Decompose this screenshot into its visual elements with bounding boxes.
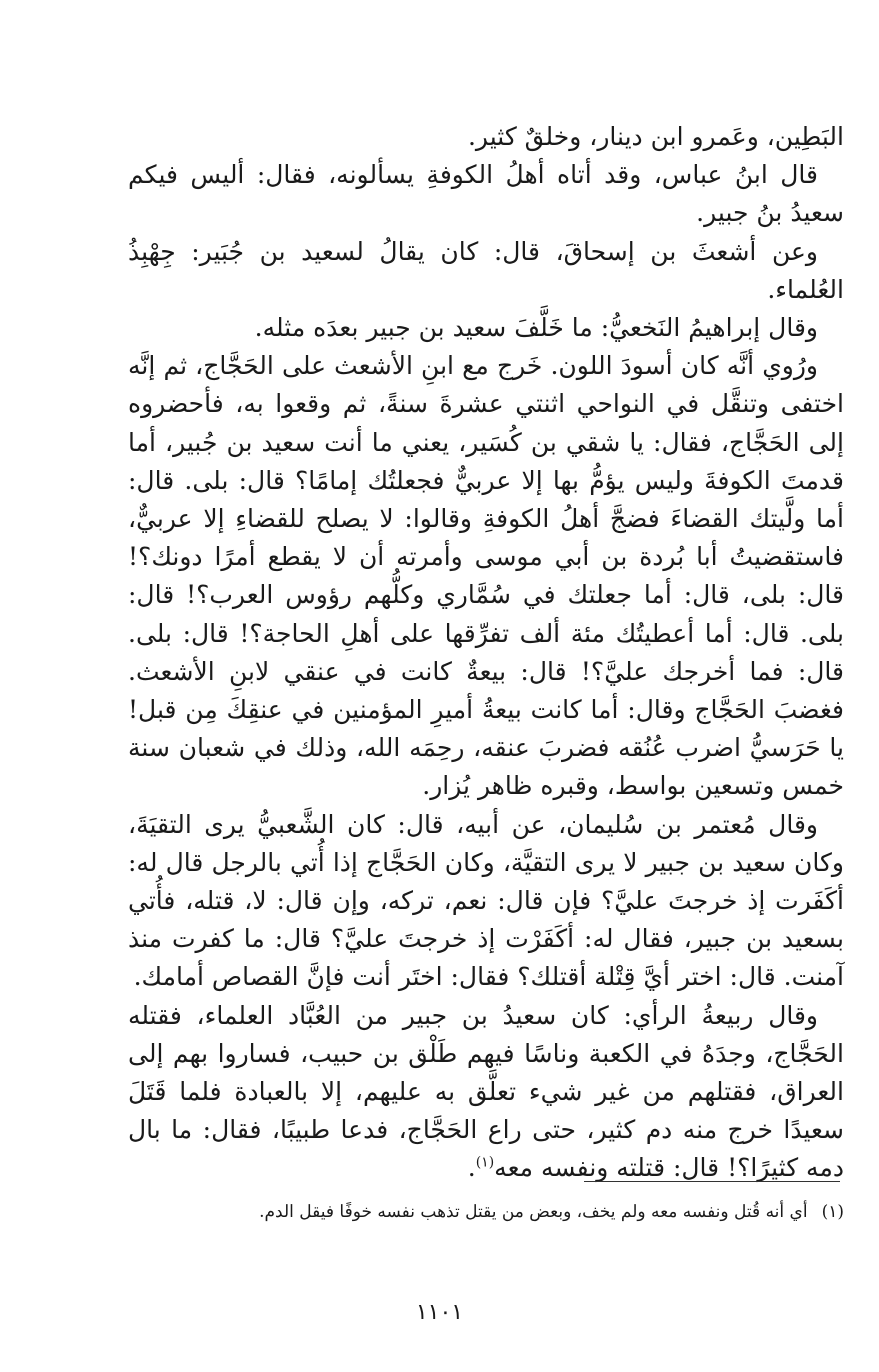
paragraph-text: وقال ربيعةُ الرأي: كان سعيدُ بن جبير من العُبَّاد العلماء، فقتله الحَجَّاج، وجدَهُ في الكعبة وناسًا فيهم طَلْق بن حبيب، فساروا بهم إلى العراق، فقتلهم من غير شيء تعلَّق به عليهم، إلا بالعبادة فلما قَتَلَ سعيدًا خرج منه دم كثير، حتى راع الحَجَّاج، فدعا طبيبًا، فقال: ما بال دمه كثيرًا؟! قال: قتلته ونفسه معه [128, 1000, 844, 1183]
paragraph: ورُوي أنَّه كان أسودَ اللون. خَرج مع ابنِ الأشعث على الحَجَّاج، ثم إنَّه اختفى وتنقَّل في النواحي اثنتي عشرةَ سنةً، ثم وقعوا به، فأحضروه إلى الحَجَّاج، فقال: يا شقي بن كُسَير، يعني ما أنت سعيد بن جُبير، أما قدمتَ الكوفةَ وليس يؤمُّ بها إلا عربيٌّ فجعلتُك إمامًا؟ قال: بلى. قال: أما ولَّيتك القضاءَ فضجَّ أهلُ الكوفةِ وقالوا: لا يصلح للقضاءِ إلا عربيٌّ، فاستقضيتُ أبا بُردة بن أبي موسى وأمرته أن لا يقطع أمرًا دونك؟! قال: بلى، قال: أما جعلتك في سُمَّاري وكلُّهم رؤوس العرب؟! قال: بلى. قال: أما أعطيتُك مئة ألف تفرِّقها على أهلِ الحاجة؟! قال: بلى. قال: فما أخرجك عليَّ؟! قال: بيعةٌ كانت في عنقي لابنِ الأشعث. فغضبَ الحَجَّاج وقال: أما كانت بيعةُ أميرِ المؤمنين في عنقِكَ مِن قبل! يا حَرَسيُّ اضرب عُنُقه فضربَ عنقه، رحِمَه الله، وذلك في شعبان سنة خمس وتسعين بواسط، وقبره ظاهر يُزار. [128, 351, 844, 801]
footnote [100, 1197, 844, 1227]
paragraph [128, 997, 844, 1188]
page-number: ١١٠١ [415, 1300, 464, 1325]
paragraph: وقال مُعتمر بن سُليمان، عن أبيه، قال: كان الشَّعبيُّ يرى التقيَةَ، وكان سعيد بن جبير لا يرى التقيَّة، وكان الحَجَّاج إذا أُتي بالرجل قال له: أكَفَرت إذ خرجتَ عليَّ؟ فإن قال: نعم، تركه، وإن قال: لا، قتله، فأُتي بسعيد بن جبير، فقال له: أكَفَرْت إذ خرجتَ عليَّ؟ قال: ما كفرت منذ آمنت. قال: اختر أيَّ قِتْلة أقتلك؟ فقال: اختَر أنت فإنَّ القصاص أمامك. [128, 809, 844, 992]
main-text [128, 118, 844, 1188]
footnote-reference: (١) [475, 1155, 495, 1172]
paragraph: البَطِين، وعَمرو ابن دينار، وخلقٌ كثير. [467, 122, 844, 151]
paragraph: قال ابنُ عباس، وقد أتاه أهلُ الكوفةِ يسألونه، فقال: أليس فيكم سعيدُ بنُ جبير. [128, 160, 844, 228]
footnote-number: (١) [821, 1202, 844, 1222]
paragraph: وقال إبراهيمُ النَخعيُّ: ما خَلَّفَ سعيد بن جبير بعدَه مثله. [254, 313, 818, 343]
footnote-text: أي أنه قُتل ونفسه معه ولم يخف، وبعض من يقتل تذهب نفسه خوفًا فيقل الدم. [259, 1202, 808, 1222]
paragraph-end-punctuation: . [467, 1153, 476, 1183]
paragraph: وعن أشعثَ بن إسحاقَ، قال: كان يقالُ لسعيد بن جُبَير: جِهْبِذُ العُلماء. [128, 236, 844, 304]
footnote-divider [584, 1181, 840, 1182]
